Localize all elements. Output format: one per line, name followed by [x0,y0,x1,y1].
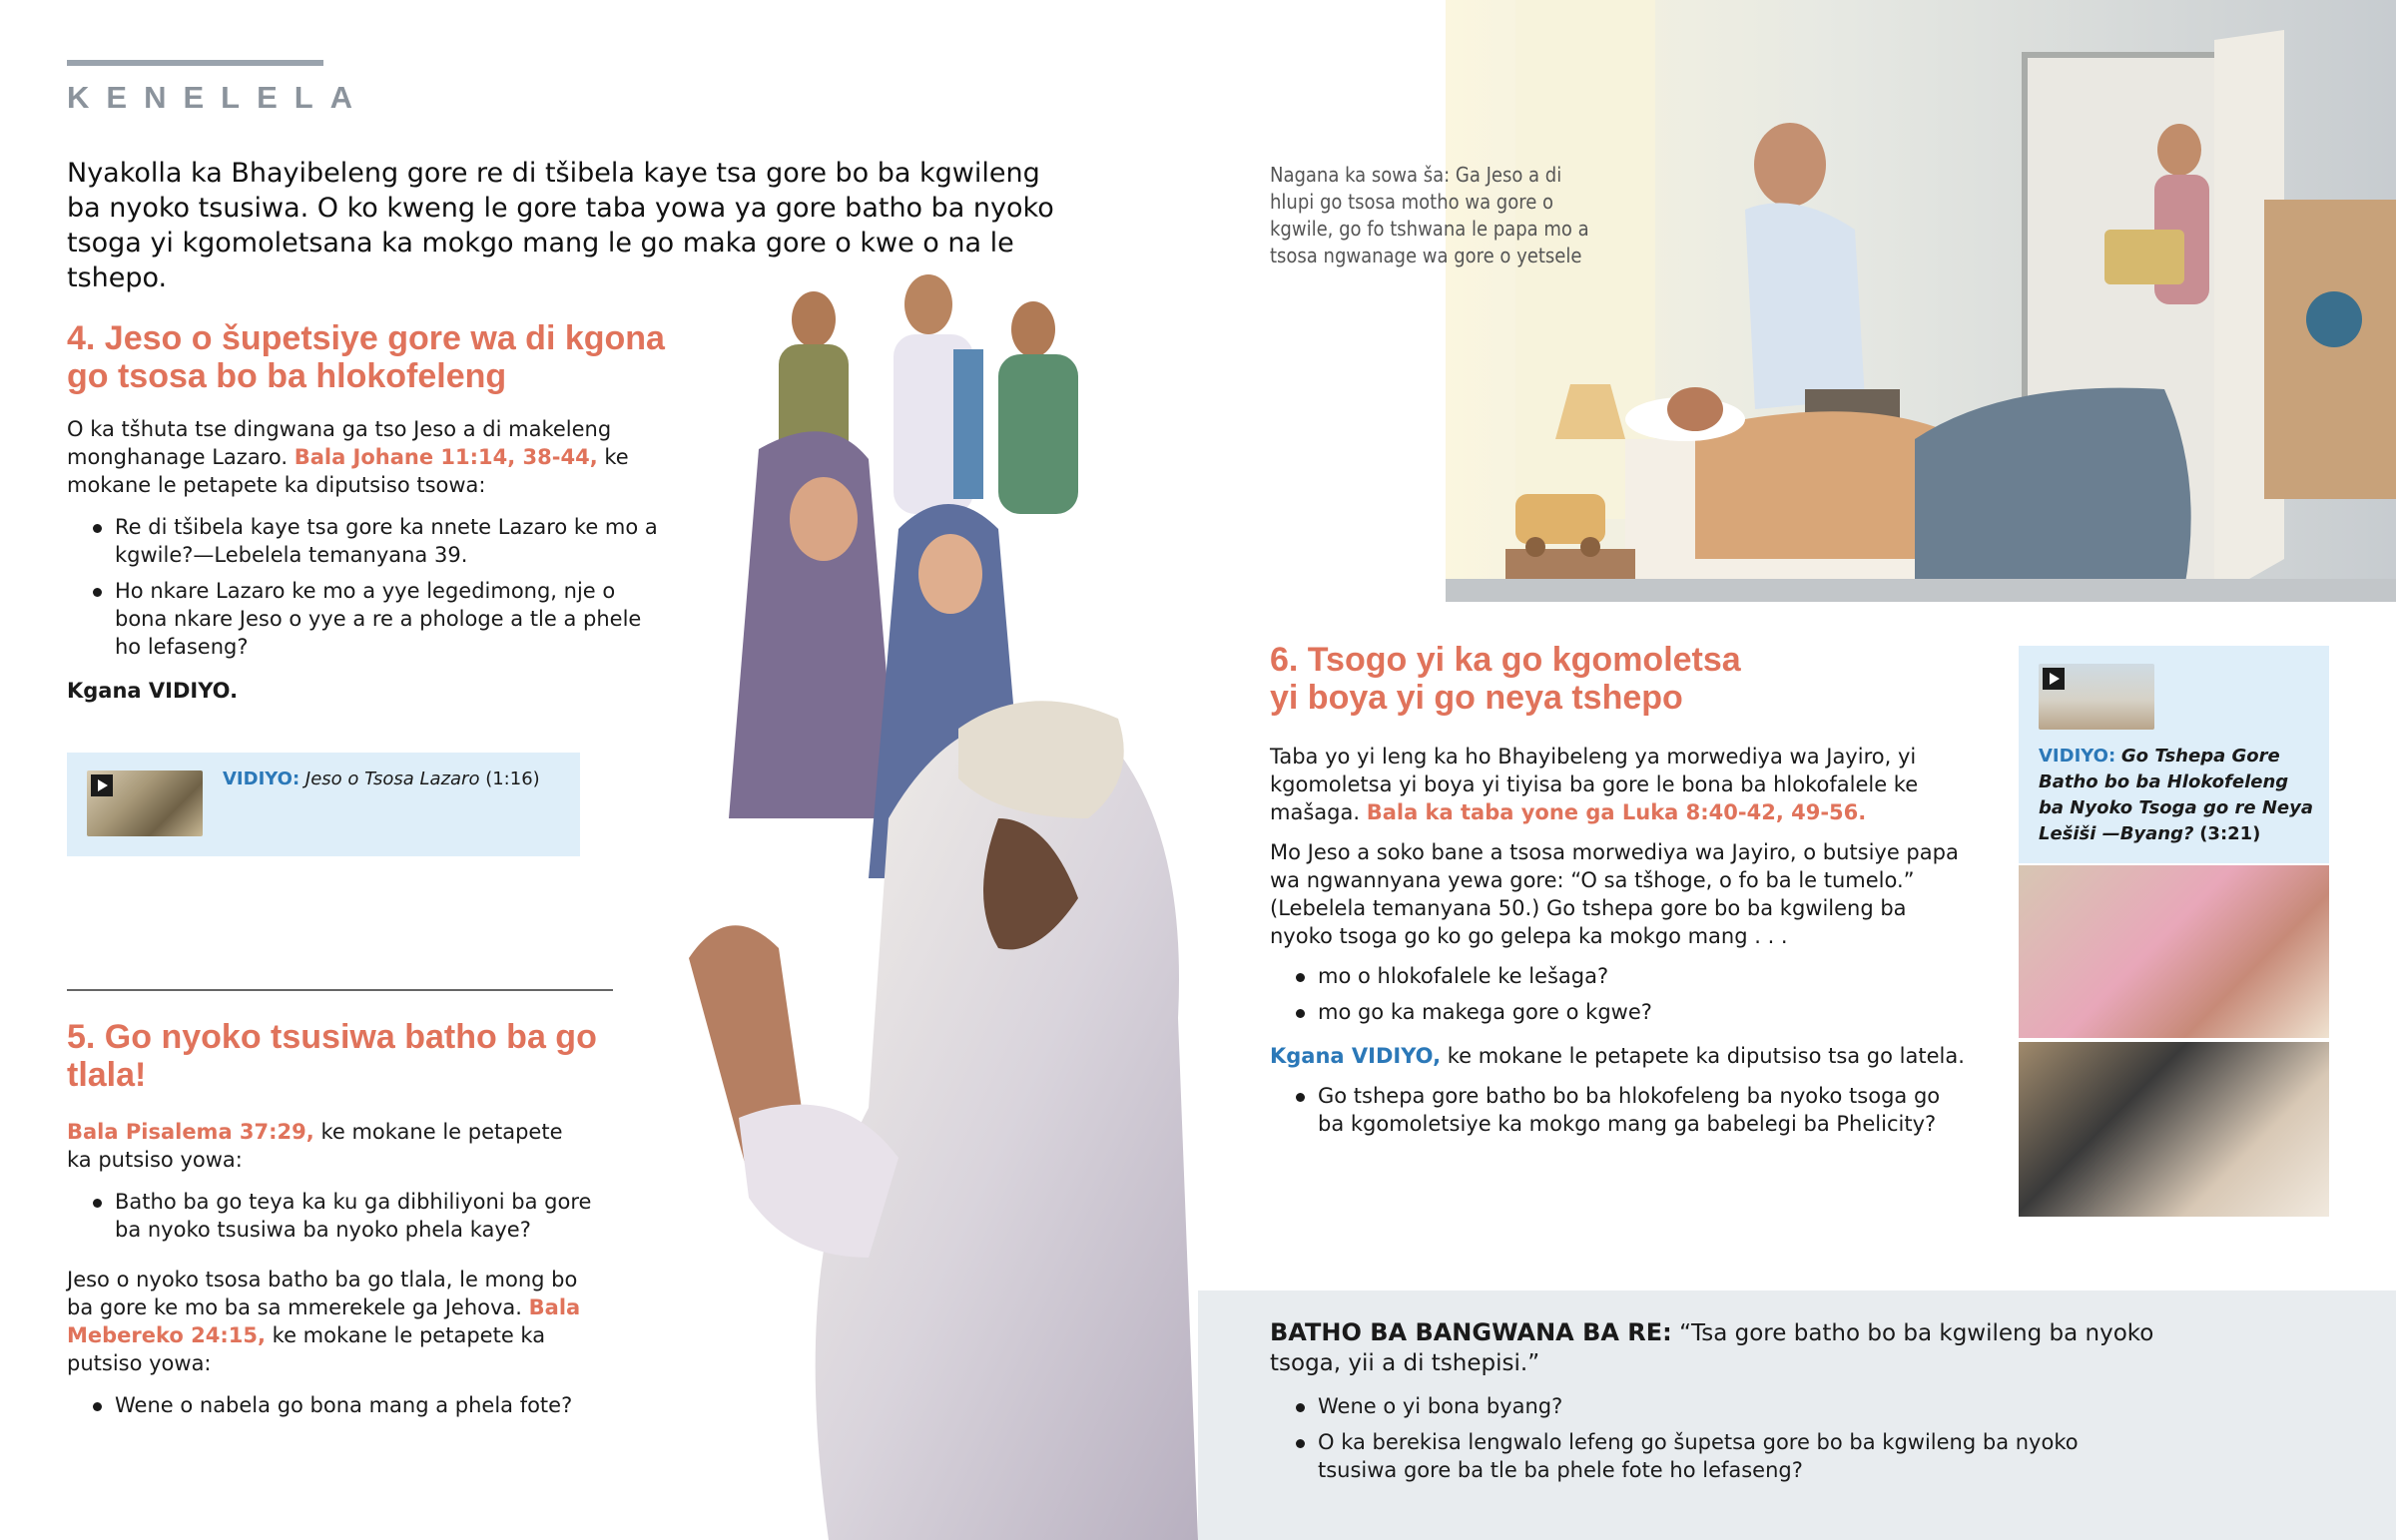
video-link[interactable]: Kgana VIDIYO, [1270,1044,1442,1068]
heading-line: 4. Jeso o šupetsiye gore wa di kgona [67,319,665,357]
video-duration: (3:21) [2199,823,2261,844]
body-text: ke mokane le petapete ka diputsiso tsowa: [67,445,629,497]
body-text: ke mokane le petapete ka putsiso yowa: [67,1323,546,1375]
question-list [67,1188,606,1244]
heading-line: tlala! [67,1056,147,1094]
section-6-video-prompt [1270,1042,1969,1070]
heading-line: 6. Tsogo yi ka go kgomoletsa [1270,641,1741,679]
question-list [67,513,666,661]
question-list [1270,962,1949,1026]
body-text: Jeso o nyoko tsosa batho ba go tlala, le mong bo ba gore ke mo ba sa mmerekele ga Jehova. [67,1268,578,1319]
heading-line: go tsosa bo ba hlokofeleng [67,357,507,395]
heading-line: 5. Go nyoko tsusiwa batho ba go [67,1018,597,1056]
question-item: Wene o yi bona byang? [1270,1392,2158,1420]
question-item: Re di tšibela kaye tsa gore ka nnete Lazaro ke mo a kgwile?—Lebelela temanyana 39. [67,513,666,569]
question-list [1270,1392,2158,1484]
video-prompt[interactable]: Kgana VIDIYO. [67,679,239,703]
video-card-hope[interactable] [2019,646,2329,863]
video-label: VIDIYO: [223,769,300,789]
video-duration: (1:16) [485,769,540,789]
body-text: O ka tšhuta tse dingwana ga tso Jeso a di makeleng monghanage Lazaro. [67,417,612,469]
photo-study [2019,1042,2329,1217]
section-6-body-2: Mo Jeso a soko bane a tsosa morwediya wa Jayiro, o butsiye papa wa ngwannyana yewa gore: “O sa tšhoge, o fo ba le tumelo.” (Lebelela temanyana 50.) Go tshepa gore bo ba kgwileng ba nyoko tsoga go ko go gelepa ka mokgo mang . . . [1270,840,1959,948]
question-item: mo o hlokofalele ke lešaga? [1270,962,1949,990]
section-6-body-1 [1270,743,1949,826]
video-thumbnail[interactable] [2039,664,2154,730]
question-item: Go tshepa gore batho bo ba hlokofeleng ba nyoko tsoga go ba kgomoletsiye ka mokgo mang ga babelegi ba Phelicity? [1270,1082,1949,1138]
body-text: ke mokane le petapete ka diputsiso tsa go latela. [1447,1044,1965,1068]
play-icon[interactable] [91,774,113,796]
section-4-body [67,415,686,499]
section-5-body-1 [67,1118,586,1174]
section-5-body-2 [67,1266,606,1377]
section-label: KENELELA [67,80,370,115]
bottom-panel-content [1270,1317,2188,1492]
video-title: Go Tshepa Gore Batho bo ba Hlokofeleng ba Nyoko Tsoga go re Neya Lešiši —Byang? [2039,746,2313,844]
question-list [1270,1082,1949,1138]
section-5 [67,1018,626,1427]
section-4-heading [67,319,686,395]
question-item: O ka berekisa lengwalo lefeng go šupetsa gore bo ba kgwileng ba nyoko tsusiwa gore ba tle ba phele fote ho lefaseng? [1270,1428,2158,1484]
body-text: ke mokane le petapete ka putsiso yowa: [67,1120,563,1172]
intro-paragraph: Nyakolla ka Bhayibeleng gore re di tšibela kaye tsa gore bo ba kgwileng ba nyoko tsusiwa. O ko kweng le gore taba yowa ya gore batho ba nyoko tsoga yi kgomoletsana ka mokgo mang le go maka gore o kwe o na le tshepo. [67,158,1054,293]
illustration-caption: Nagana ka sowa ša: Ga Jeso a di hlupi go tsosa motho wa gore o kgwile, go fo tshwana le papa mo a tsosa ngwanage wa gore o yetsele [1270,163,1589,267]
section-6 [1270,641,1969,1146]
heading-line: yi boya yi go neya tshepo [1270,679,1683,717]
question-item: Ho nkare Lazaro ke mo a yye legedimong, nje o bona nkare Jeso o yye a re a phologe a tle a phele ho lefaseng? [67,577,666,661]
video-label: VIDIYO: [2039,746,2116,767]
photo-embrace [2019,865,2329,1038]
question-item: Batho ba go teya ka ku ga dibhiliyoni ba gore ba nyoko tsusiwa ba nyoko phela kaye? [67,1188,606,1244]
video-caption [223,767,540,792]
scripture-link[interactable]: Bala ka taba yone ga Luka 8:40-42, 49-56. [1366,800,1867,824]
section-5-heading [67,1018,626,1094]
video-caption [2039,744,2318,847]
scripture-link[interactable]: Bala Pisalema 37:29, [67,1120,314,1144]
divider [67,989,613,991]
section-6-heading [1270,641,1969,717]
lazarus-illustration [669,259,1198,1540]
quote-text: “Tsa gore batho bo ba kgwileng ba nyoko tsoga, yii a di tshepisi.” [1270,1320,2154,1376]
bedroom-illustration [1446,0,2396,602]
scripture-link[interactable]: Bala Mebereko 24:15, [67,1295,581,1347]
scripture-link[interactable]: Bala Johane 11:14, 38-44, [294,445,598,469]
video-card-lazaro[interactable] [67,753,580,856]
question-list [67,1391,606,1419]
play-icon[interactable] [2043,668,2065,690]
bottom-quote [1270,1317,2188,1378]
bottom-lead: BATHO BA BANGWANA BA RE: [1270,1318,1672,1346]
video-title: Jeso o Tsosa Lazaro [304,769,480,789]
body-text: Taba yo yi leng ka ho Bhayibeleng ya morwediya wa Jayiro, yi kgomoletsa yi boya yi tiyisa ba gore le bona ba hlokofalele ke mašaga. [1270,745,1919,824]
video-thumbnail[interactable] [87,770,203,836]
section-4 [67,319,686,705]
question-item: Wene o nabela go bona mang a phela fote? [67,1391,606,1419]
question-item: mo go ka makega gore o kgwe? [1270,998,1949,1026]
section-rule [67,60,323,66]
